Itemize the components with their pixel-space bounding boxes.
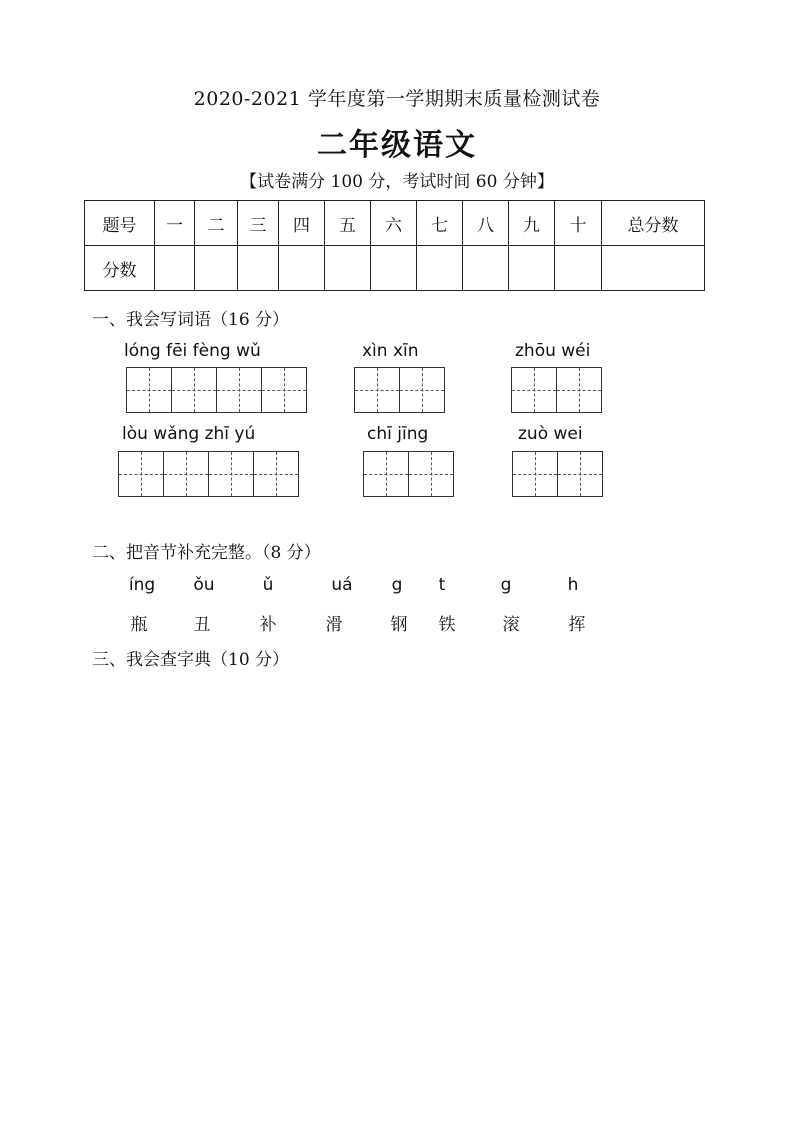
score-entry-cell[interactable] [509,246,555,291]
score-entry-cell[interactable] [463,246,509,291]
pinyin-prompt: chī jīng [367,424,429,444]
exam-header: 2020-2021 学年度第一学期期末质量检测试卷 [193,88,601,110]
score-table-cell: 一 [155,201,195,246]
section3-title: 三、我会查字典（10 分） [92,650,290,670]
writing-box[interactable] [163,451,209,497]
character: 钢 [390,615,408,635]
character: 挥 [568,615,586,635]
syllable-hint: t [438,575,446,595]
syllable-hint: ǒu [193,575,215,595]
section2-title: 二、把音节补充完整。（8 分） [92,543,321,563]
score-table-cell: 七 [417,201,463,246]
score-entry-cell[interactable] [325,246,371,291]
writing-box-group [363,451,453,497]
score-table-cell: 二 [195,201,238,246]
score-entry-cell[interactable] [238,246,279,291]
exam-note: 【试卷满分 100 分，考试时间 60 分钟】 [240,172,554,192]
syllable-hint: ǔ [262,575,274,595]
writing-box[interactable] [208,451,254,497]
score-table-cell: 题号 [85,201,155,246]
score-table-score-row [85,246,705,291]
writing-box[interactable] [253,451,299,497]
score-table-header-row [85,201,705,246]
score-table-cell: 总分数 [602,201,705,246]
exam-title: 二年级语文 [317,128,477,163]
score-entry-cell[interactable] [555,246,602,291]
score-entry-cell[interactable] [417,246,463,291]
pinyin-prompt: xìn xīn [362,341,419,361]
score-entry-cell[interactable] [155,246,195,291]
syllable-hint: g [391,575,403,595]
score-entry-cell[interactable] [279,246,325,291]
writing-box[interactable] [408,451,454,497]
character: 丑 [193,615,211,635]
score-entry-cell[interactable] [602,246,705,291]
writing-box[interactable] [261,367,307,413]
character: 铁 [438,615,456,635]
writing-box[interactable] [216,367,262,413]
character: 瓶 [130,615,148,635]
score-row-label: 分数 [85,246,155,291]
pinyin-prompt: zhōu wéi [515,341,591,361]
score-table-cell: 五 [325,201,371,246]
writing-box[interactable] [511,367,557,413]
section1-title: 一、我会写词语（16 分） [92,310,290,330]
writing-box[interactable] [557,451,603,497]
score-entry-cell[interactable] [195,246,238,291]
writing-box[interactable] [556,367,602,413]
writing-box-group [118,451,298,497]
character: 滚 [502,615,520,635]
writing-box[interactable] [171,367,217,413]
writing-box[interactable] [126,367,172,413]
writing-box[interactable] [363,451,409,497]
writing-box-group [511,367,601,413]
syllable-hint: íng [128,575,156,595]
character: 补 [259,615,277,635]
writing-box[interactable] [399,367,445,413]
character: 滑 [325,615,343,635]
score-table-cell: 四 [279,201,325,246]
pinyin-prompt: lóng fēi fèng wǔ [124,341,261,361]
pinyin-prompt: zuò wei [518,424,583,444]
score-table-cell: 八 [463,201,509,246]
score-entry-cell[interactable] [371,246,417,291]
writing-box[interactable] [354,367,400,413]
score-table [84,200,705,291]
syllable-hint: g [500,575,512,595]
writing-box-group [512,451,602,497]
pinyin-prompt: lòu wǎng zhī yú [122,424,256,444]
syllable-hint: h [567,575,579,595]
writing-box-group [126,367,306,413]
writing-box[interactable] [118,451,164,497]
syllable-hint: uá [331,575,353,595]
writing-box-group [354,367,444,413]
score-table-cell: 六 [371,201,417,246]
score-table-cell: 三 [238,201,279,246]
score-table-cell: 九 [509,201,555,246]
score-table-cell: 十 [555,201,602,246]
writing-box[interactable] [512,451,558,497]
